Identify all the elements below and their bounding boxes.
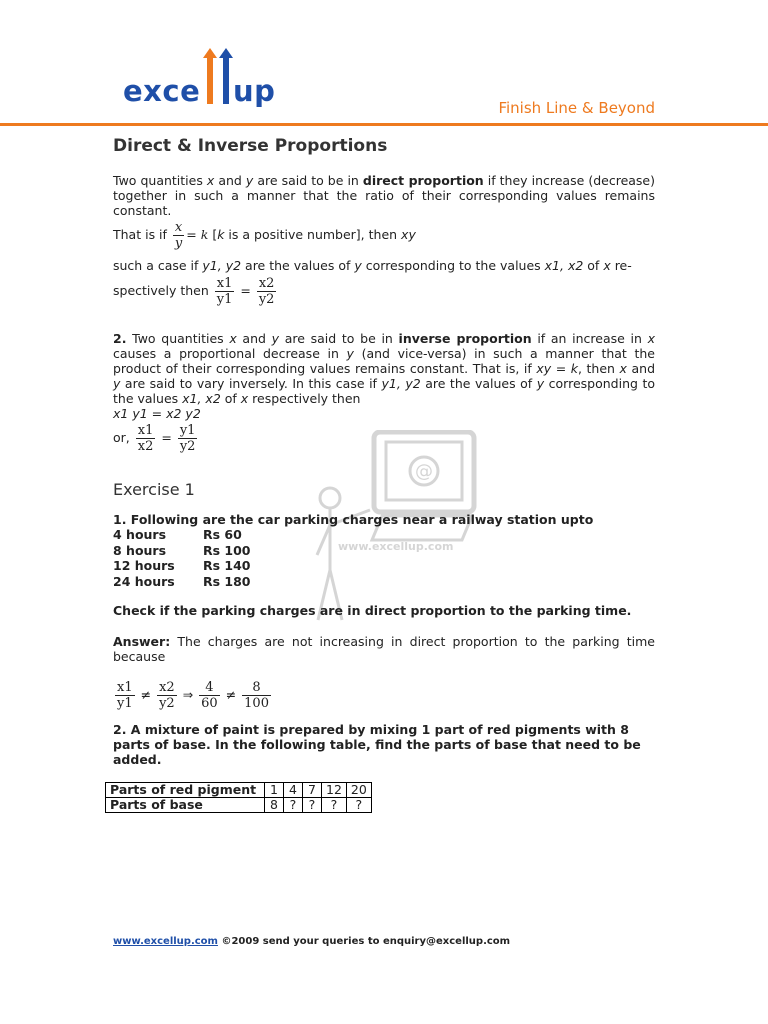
hours-cell: 24 hours: [113, 573, 175, 589]
page-title: Direct & Inverse Proportions: [113, 136, 388, 156]
hours-cell: 8 hours: [113, 542, 167, 558]
tagline: Finish Line & Beyond: [498, 99, 655, 117]
table-cell: ?: [322, 798, 347, 813]
fraction: $\frac{x1}{y1}$: [117, 680, 133, 711]
logo-arrows-icon: [202, 48, 234, 106]
table-cell: ?: [284, 798, 303, 813]
answer-fractions: $\frac{x1}{y1}$ ≠ $\frac{x2}{y2}$ ⇒ $\frac{4}{60}$ ≠ $\frac{8}{100}$: [117, 680, 269, 711]
hours-cell: 4 hours: [113, 527, 167, 542]
table-cell: 7: [303, 783, 322, 798]
hours-cell: 12 hours: [113, 558, 175, 573]
exercise-question-2: 2. A mixture of paint is prepared by mixing 1 part of red pigments with 8 parts of base. In the following table, find the parts of base that need to be added.: [113, 722, 641, 767]
fraction: $\frac{x2}{y2}$: [159, 680, 175, 711]
term-direct-proportion: direct proportion: [362, 173, 484, 188]
fraction: $\frac{8}{100}$: [244, 680, 269, 711]
pigment-table: [105, 782, 372, 813]
equation-product: x1 y1 = x2 y2: [113, 406, 201, 421]
footer: [113, 936, 510, 947]
rate-cell: Rs 60: [203, 527, 242, 542]
table-cell: 12: [322, 783, 347, 798]
table-cell: 8: [265, 798, 284, 813]
svg-text:@: @: [415, 461, 433, 482]
footer-website-link[interactable]: www.excellup.com: [113, 936, 218, 947]
rate-cell: Rs 140: [203, 558, 251, 573]
answer-paragraph: Answer: The charges are not increasing in direct proportion to the parking time because: [113, 634, 655, 664]
table-cell: ?: [303, 798, 322, 813]
paragraph-direct-definition: That is if $\frac{x}{y}$ = k [k is a positive number], then xy: [113, 220, 416, 251]
table-header-cell: Parts of red pigment: [106, 783, 265, 798]
paragraph-direct-proportion: Two quantities x and y are said to be in direct proportion if they increase (decrease) together in such a manner that the ratio of their corresponding values remains constant.: [113, 173, 655, 218]
fraction-x1-over-x2: $\frac{x1}{x2}$: [137, 423, 154, 454]
fraction-x-over-y: $\frac{x}{y}$: [174, 220, 183, 251]
table-header-cell: Parts of base: [106, 798, 265, 813]
logo-text-left: exce: [123, 74, 201, 108]
table-cell: 1: [265, 783, 284, 798]
fraction-x1-over-y1: $\frac{x1}{y1}$: [216, 276, 233, 307]
table-row: [106, 783, 372, 798]
rate-cell: Rs 100: [203, 542, 251, 558]
logo: [123, 48, 283, 108]
table-cell: 4: [284, 783, 303, 798]
footer-text: ©2009 send your queries to enquiry@excellup.com: [217, 936, 511, 947]
fraction-y1-over-y2: $\frac{y1}{y2}$: [179, 423, 196, 454]
fraction: $\frac{4}{60}$: [201, 680, 218, 711]
term-inverse-proportion: inverse proportion: [398, 331, 532, 346]
rate-cell: Rs 180: [203, 573, 251, 589]
header-divider: [0, 123, 768, 126]
exercise-title: Exercise 1: [113, 480, 195, 499]
table-cell: ?: [346, 798, 371, 813]
watermark-text: www.excellup.com: [338, 540, 454, 553]
table-row: [106, 798, 372, 813]
paragraph-inverse-proportion: 2. Two quantities x and y are said to be in inverse proportion if an increase in x causes a proportional decrease in y (and vice-versa) in such a manner that the product of their corresponding values remains constant. That is, if xy = k, then x and y are said to vary inversely. In this case if y1, y2 are the values of y corresponding to the values x1, x2 of x respectively then x1 y1 = x2 y2 or, $\frac{x1}{x2}$ = $\frac{y1}{y2}$: [113, 331, 656, 454]
logo-text-right: up: [233, 74, 276, 108]
exercise-question-1: 1. Following are the car parking charges near a railway station upto 4 hours Rs 60 8 hours Rs 100 12 hours Rs 140 24 hours Rs 180: [113, 512, 594, 589]
fraction-x2-over-y2: $\frac{x2}{y2}$: [258, 276, 275, 307]
check-question: Check if the parking charges are in direct proportion to the parking time.: [113, 603, 632, 618]
table-cell: 20: [346, 783, 371, 798]
